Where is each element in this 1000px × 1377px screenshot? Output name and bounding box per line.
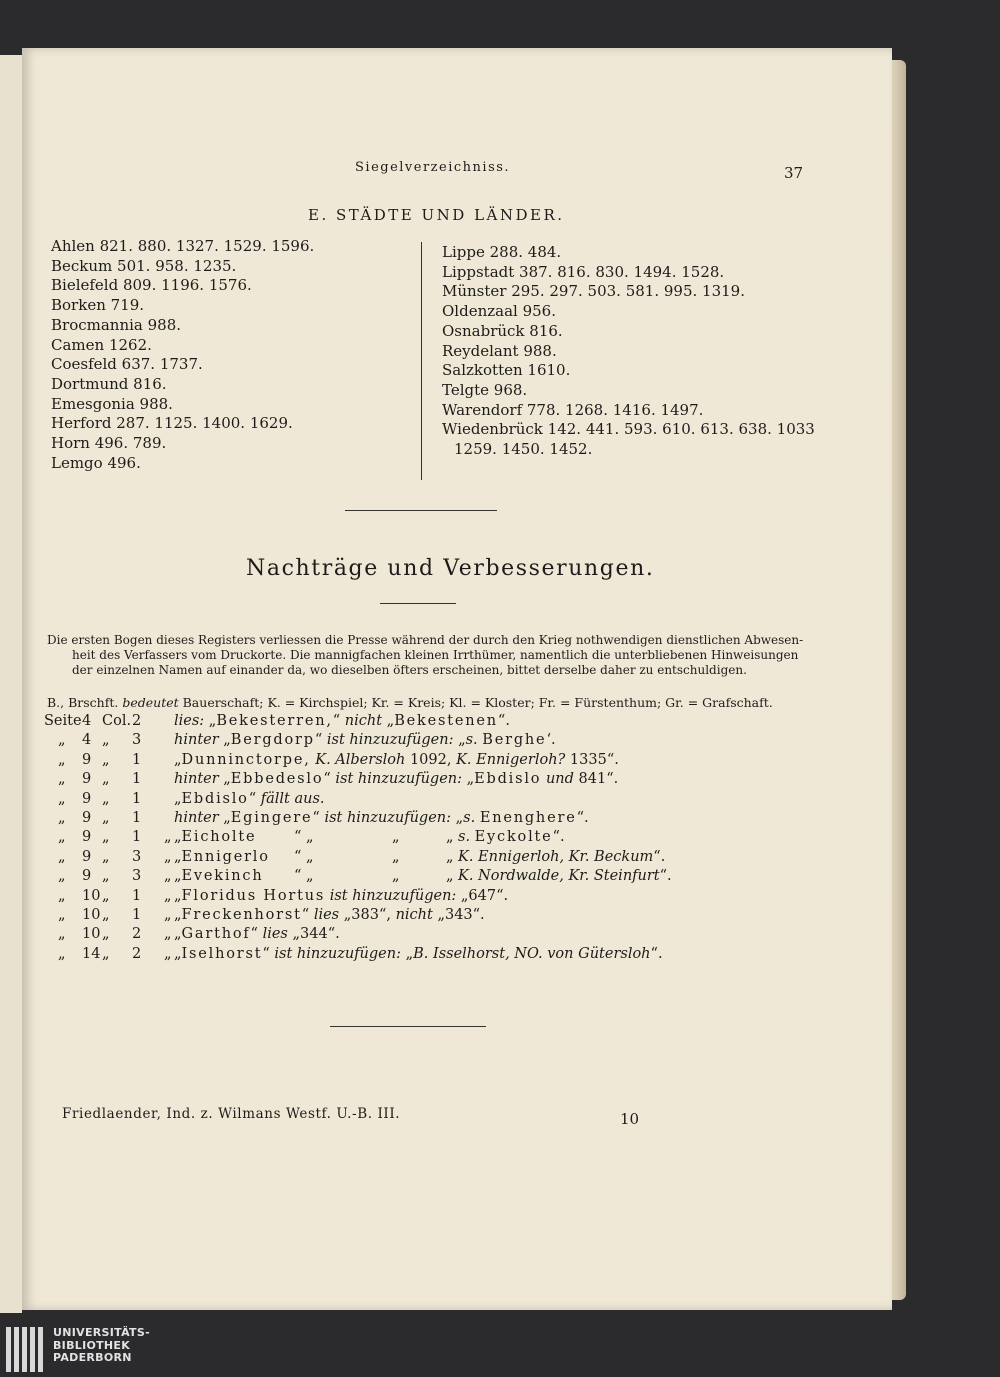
errata-text-part: K. Ennigerloh, Kr. Beckum (458, 848, 654, 865)
errata-ditto: „ (164, 829, 172, 846)
place-entry: Dortmund 816. (51, 374, 167, 393)
place-entry: Bielefeld 809. 1196. 1576. (51, 276, 252, 295)
errata-text-part: Enenghere (479, 809, 577, 826)
errata-text-part: Dunninctorpe, (181, 751, 311, 768)
errata-text-part: „ (446, 868, 454, 885)
errata-col: 3 (132, 848, 142, 865)
errata-text-part: Eicholte (181, 829, 257, 846)
errata-ditto: „ (164, 926, 172, 943)
logo-line: UNIVERSITÄTS- (53, 1326, 150, 1339)
errata-col-label: Col. (102, 713, 132, 729)
errata-text-part: “ „ (294, 848, 314, 865)
errata-col-label: „ (102, 945, 110, 962)
place-entry: Reydelant 988. (442, 341, 557, 360)
errata-col-label: „ (102, 732, 110, 749)
errata-text-part: B. Isselhorst, NO. von Gütersloh (413, 945, 651, 962)
errata-text-part: “. (552, 829, 565, 846)
errata-text-part: K. Nordwalde, Kr. Steinfurt (458, 868, 660, 885)
errata-col: 1 (132, 790, 142, 807)
errata-seite: „ (58, 906, 66, 923)
errata-text-part: “. (653, 848, 666, 865)
errata-col-label: „ (102, 926, 110, 943)
errata-col: 1 (132, 906, 142, 923)
errata-col: 2 (132, 926, 142, 943)
errata-text-part: “ (250, 926, 263, 943)
errata-text-part: ist hinzuzufügen: (324, 809, 452, 826)
errata-page: 9 (82, 848, 92, 865)
errata-text-part: hinter (174, 732, 219, 749)
errata-page: 9 (82, 771, 92, 788)
errata-seite: „ (58, 829, 66, 846)
place-entry: Oldenzaal 956. (442, 302, 556, 321)
errata-text (174, 751, 619, 770)
places-left-column (51, 237, 314, 473)
errata-text-part: ‘. (546, 732, 556, 749)
errata-seite: „ (58, 887, 66, 904)
errata-text-part: K. Albersloh (315, 751, 406, 768)
errata-ditto: „ (164, 887, 172, 904)
logo-bars-icon (6, 1327, 43, 1372)
errata-text (174, 887, 508, 906)
errata-text-part: ist hinzuzufügen: (335, 771, 462, 788)
errata-text (174, 770, 618, 789)
errata-col-label: „ (102, 751, 110, 768)
errata-seite: „ (58, 848, 66, 865)
place-entry-continuation: 1259. 1450. 1452. (454, 440, 593, 459)
errata-text-part: „ (174, 906, 182, 923)
errata-col: 1 (132, 771, 142, 788)
errata-col: 1 (132, 751, 142, 768)
abbreviations-line (47, 695, 773, 710)
errata-col: 2 (132, 713, 142, 729)
errata-col-label: „ (102, 829, 110, 846)
errata-col-label: „ (102, 906, 110, 923)
place-entry: Warendorf 778. 1268. 1416. 1497. (442, 400, 704, 419)
place-entry: Lemgo 496. (51, 453, 141, 472)
errata-text-part: nicht (344, 713, 383, 729)
errata-text-part: Evekinch (181, 868, 264, 885)
place-entry: Borken 719. (51, 296, 145, 315)
errata-text-part: “ (301, 906, 314, 923)
errata-text-part: „ (446, 829, 454, 846)
errata-seite: „ (58, 771, 66, 788)
errata-text-part: „343“. (432, 906, 485, 923)
errata-text (174, 867, 672, 886)
errata-text-part: Freckenhorst (181, 906, 302, 923)
heading: Nachträge und Verbesserungen. (246, 556, 655, 581)
errata-text-part: „ (462, 771, 475, 788)
errata-text-part: „ (451, 809, 464, 826)
logo-line: BIBLIOTHEK (53, 1338, 131, 1352)
errata-page: 10 (82, 906, 101, 923)
place-entry: Camen 1262. (51, 335, 152, 354)
errata-text-part: “. (497, 713, 510, 729)
errata-seite: „ (58, 926, 66, 943)
errata-text (174, 790, 325, 809)
place-entry: Ahlen 821. 880. 1327. 1529. 1596. (51, 237, 315, 255)
abbr-prefix: B., Brschft. (47, 695, 119, 710)
errata-text-part: „ (392, 848, 400, 865)
errata-col-label: „ (102, 809, 110, 826)
errata-col-label: „ (102, 790, 110, 807)
intro-paragraph (47, 633, 815, 679)
errata-text-part: Bergdorp (230, 732, 315, 749)
place-entry: Lippe 288. 484. (442, 243, 562, 261)
errata-text-part: “ (314, 732, 327, 749)
errata-text-part: lies: (174, 713, 205, 729)
errata-page: 14 (82, 945, 101, 962)
errata-text-part: K. Ennigerloh? (456, 751, 566, 768)
errata-ditto: „ (164, 868, 172, 885)
places-right-column (442, 243, 815, 460)
errata-text-part: ist hinzuzufügen: (326, 732, 454, 749)
section-title: E. STÄDTE UND LÄNDER. (308, 206, 565, 224)
errata-text-part: s. (465, 732, 478, 749)
place-entry: Beckum 501. 958. 1235. (51, 256, 237, 275)
errata-col: 3 (132, 868, 142, 885)
errata-text-part: Ebbedeslo (230, 771, 324, 788)
errata-col: 3 (132, 732, 142, 749)
running-title: Siegelverzeichniss. (355, 160, 511, 175)
errata-text (174, 712, 510, 731)
errata-text-part: „ (392, 868, 400, 885)
place-entry: Wiedenbrück 142. 441. 593. 610. 613. 638. 1033 (442, 420, 815, 439)
errata-col: 1 (132, 809, 142, 826)
errata-seite: „ (58, 809, 66, 826)
errata-text-part: 841“. (573, 771, 619, 788)
place-entry: Coesfeld 637. 1737. (51, 355, 203, 374)
errata-text-part: „ (174, 887, 182, 904)
errata-text-part: und (545, 771, 574, 788)
errata-text-part: „ (446, 848, 454, 865)
place-entry: Telgte 968. (442, 380, 528, 399)
errata-page: 9 (82, 809, 92, 826)
place-entry: Osnabrück 816. (442, 321, 563, 340)
errata-ditto: „ (164, 945, 172, 962)
errata-text-part: 1335“. (565, 751, 619, 768)
intro-line: heit des Verfassers vom Druckorte. Die mannigfachen kleinen Irrthümer, namentlich die unterbliebenen Hinweisungen (72, 648, 799, 663)
errata-text-part: “. (650, 945, 663, 962)
errata-text-part: „ (174, 790, 182, 807)
errata-text-tail (458, 848, 665, 867)
errata-text-part: „ (204, 713, 217, 729)
errata-text-part: “ (332, 713, 345, 729)
logo-text (53, 1327, 150, 1365)
errata-text-part: „ (174, 829, 182, 846)
errata-text-part: fällt aus. (260, 790, 325, 807)
errata-page: 10 (82, 887, 101, 904)
errata-text-part: „ (174, 945, 182, 962)
errata-text-part: Bekesterren, (216, 713, 333, 729)
place-entry: Münster 295. 297. 503. 581. 995. 1319. (442, 282, 745, 301)
intro-line: der einzelnen Namen auf einander da, wo dieselben öfters erscheinen, bittet derselbe daher zu entschuldigen. (72, 663, 747, 678)
errata-page: 9 (82, 829, 92, 846)
errata-text (174, 828, 565, 847)
place-entry: Horn 496. 789. (51, 434, 167, 453)
errata-text-part: „ (453, 732, 466, 749)
errata-text-part: hinter (174, 809, 219, 826)
errata-page: 4 (82, 713, 92, 729)
errata-text-tail (458, 828, 565, 847)
errata-text-part: „ (218, 771, 231, 788)
errata-text-part: „ (400, 945, 414, 962)
errata-text-part: „ (174, 751, 182, 768)
errata-page: 10 (82, 926, 101, 943)
logo-line: PADERBORN (53, 1351, 132, 1364)
place-entry: Lippstadt 387. 816. 830. 1494. 1528. (442, 262, 725, 281)
errata-text (174, 809, 589, 828)
errata-text-part: Bekestenen (394, 713, 498, 729)
errata-seite: „ (58, 945, 66, 962)
errata-text-part: Ebdislo (181, 790, 249, 807)
abbr-keyword: bedeutet (122, 695, 179, 710)
errata-page: 9 (82, 790, 92, 807)
errata-text-part: „647“. (456, 887, 509, 904)
errata-text-part: Ennigerlo (181, 848, 270, 865)
errata-text-part: nicht (395, 906, 433, 923)
errata-text (174, 925, 340, 944)
errata-seite: „ (58, 868, 66, 885)
errata-col: 2 (132, 945, 142, 962)
errata-text-part: „ (382, 713, 395, 729)
errata-text-part: Ebdislo (474, 771, 542, 788)
place-entry: Brocmannia 988. (51, 315, 182, 334)
errata-text-part: Eyckolte (474, 829, 553, 846)
errata-text-part: s. (458, 829, 471, 846)
errata-text-part: “ (323, 771, 336, 788)
errata-text-part: “ (248, 790, 261, 807)
errata-text-part: “. (659, 868, 672, 885)
errata-text-part: Iselhorst (181, 945, 263, 962)
errata-text-part: „ (218, 732, 231, 749)
errata-text-part: 1092, (405, 751, 457, 768)
errata-text-part: „ (174, 926, 182, 943)
errata-text-part: Garthof (181, 926, 251, 943)
errata-text-part: Berghe (482, 732, 547, 749)
place-entry: Salzkotten 1610. (442, 361, 571, 380)
signature-number: 10 (620, 1110, 640, 1128)
errata-text-part: “ (312, 809, 325, 826)
divider-rule (345, 510, 497, 511)
errata-text-part: “. (576, 809, 589, 826)
errata-text-part: Egingere (230, 809, 313, 826)
abbr-rest: Bauerschaft; K. = Kirchspiel; Kr. = Kreis; Kl. = Kloster; Fr. = Fürstenthum; Gr. = Grafschaft. (182, 695, 773, 710)
errata-col: 1 (132, 829, 142, 846)
intro-line: Die ersten Bogen dieses Registers verliessen die Presse während der durch den Krieg nothwendigen dienstlichen Abwesen- (47, 633, 804, 647)
errata-text-part: “ „ (294, 829, 314, 846)
errata-text-part: „344“. (287, 926, 340, 943)
errata-text (174, 848, 666, 867)
place-entry: Emesgonia 988. (51, 394, 173, 413)
errata-text-part: lies (262, 926, 288, 943)
heading-underline (380, 603, 456, 604)
errata-col-label: „ (102, 868, 110, 885)
errata-text-part: Floridus Hortus (181, 887, 326, 904)
errata-text-part: hinter (174, 771, 219, 788)
errata-text-tail (458, 867, 672, 886)
errata-text-part: lies (313, 906, 340, 923)
errata-text-part: s. (463, 809, 476, 826)
errata-col-label: „ (102, 848, 110, 865)
errata-col: 1 (132, 887, 142, 904)
errata-text-part: “ (262, 945, 275, 962)
errata-text (174, 731, 556, 750)
errata-text-part: “ „ (294, 868, 314, 885)
errata-col-label: „ (102, 887, 110, 904)
errata-text-part: ist hinzuzufügen: (274, 945, 401, 962)
errata-page: 4 (82, 732, 92, 749)
page-number: 37 (784, 164, 804, 182)
column-divider (421, 242, 422, 480)
errata-text-part: „ (174, 848, 182, 865)
errata-text (174, 945, 663, 964)
errata-ditto: „ (164, 906, 172, 923)
errata-col-label: „ (102, 771, 110, 788)
errata-text-part: ist hinzuzufügen: (329, 887, 457, 904)
place-entry: Herford 287. 1125. 1400. 1629. (51, 414, 293, 433)
book-page (22, 48, 892, 1310)
errata-ditto: „ (164, 848, 172, 865)
errata-text-part: „ (392, 829, 400, 846)
closing-rule (330, 1026, 486, 1027)
errata-text-part: „383“, (339, 906, 396, 923)
errata-text-part: „ (218, 809, 231, 826)
errata-seite: „ (58, 751, 66, 768)
footer-citation: Friedlaender, Ind. z. Wilmans Westf. U.-B. III. (62, 1106, 401, 1122)
library-logo (0, 1322, 1000, 1377)
errata-seite: „ (58, 732, 66, 749)
errata-text-part: „ (174, 868, 182, 885)
errata-text (174, 906, 485, 925)
errata-seite: Seite (44, 713, 82, 729)
errata-page: 9 (82, 868, 92, 885)
left-page-edge (0, 55, 22, 1313)
errata-seite: „ (58, 790, 66, 807)
errata-page: 9 (82, 751, 92, 768)
